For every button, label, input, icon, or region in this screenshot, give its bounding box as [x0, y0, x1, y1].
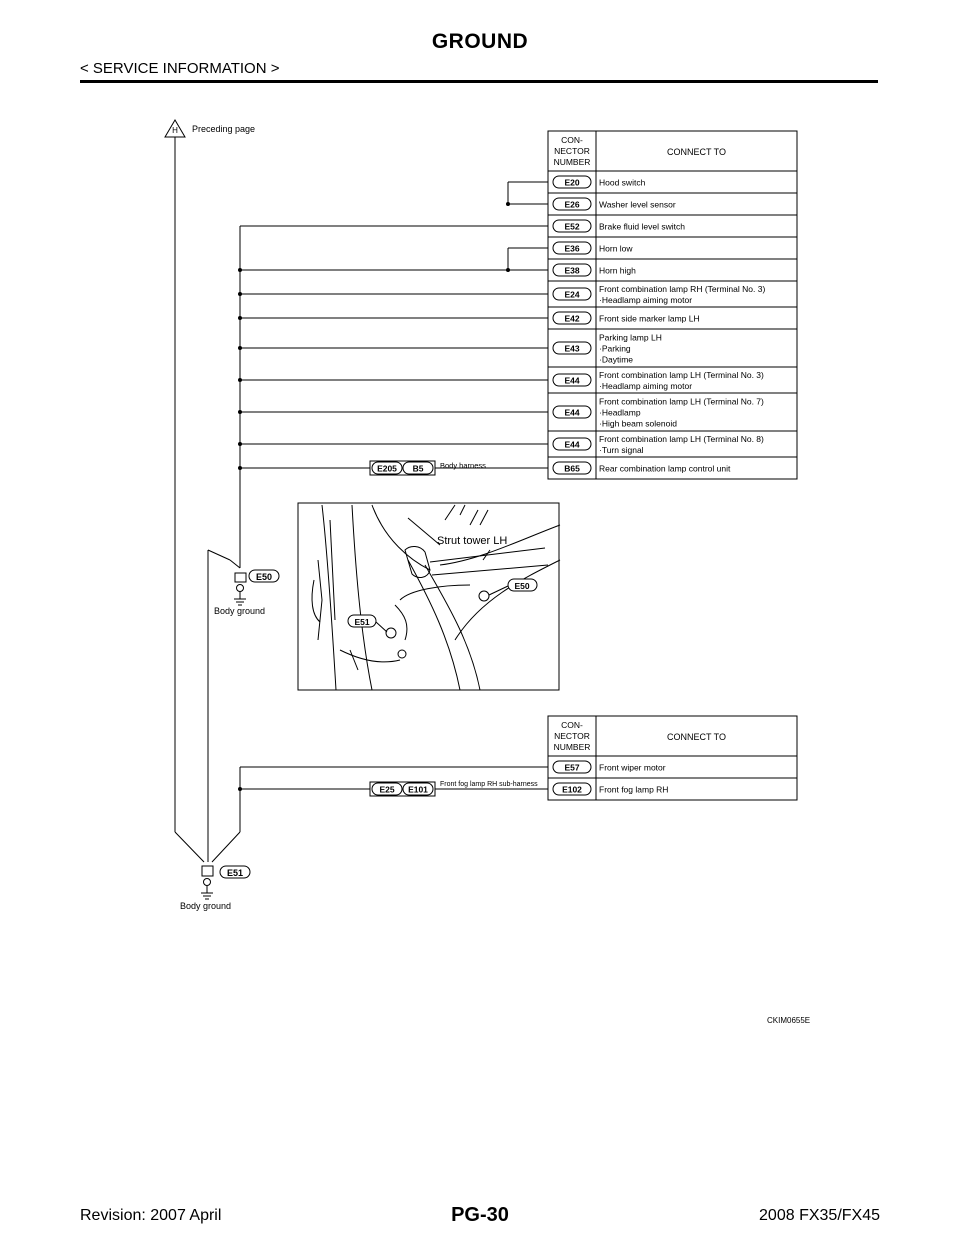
connect-to-text: Rear combination lamp control unit: [599, 463, 731, 474]
connector-e44: E44: [564, 407, 580, 418]
ground-bottom: [180, 866, 250, 911]
body-harness-connectors: [370, 461, 435, 475]
connect-to-text: ·High beam solenoid: [599, 418, 677, 429]
table-header-connect-to: CONNECT TO: [666, 732, 727, 742]
fog-harness-connectors: [370, 782, 435, 796]
body-harness-label: Body harness: [440, 461, 486, 470]
splice-dot: [238, 292, 242, 296]
connect-to-text: ·Headlamp: [599, 407, 641, 418]
table-header-connector: NECTOR: [554, 146, 590, 156]
splice-dot: [238, 787, 242, 791]
connect-to-text: ·Headlamp aiming motor: [599, 381, 693, 391]
connector-table-top: [548, 131, 797, 479]
connect-to-text: Front fog lamp RH: [599, 784, 669, 795]
connect-to-text: Hood switch: [599, 177, 646, 188]
table-header-connector: NUMBER: [553, 157, 591, 167]
splice-dot: [238, 410, 242, 414]
start-marker: [165, 120, 255, 137]
page-title: GROUND: [431, 30, 529, 53]
splice-dot: [506, 268, 510, 272]
table-header-connector: CON-: [561, 135, 583, 145]
ground-top: [214, 570, 279, 616]
harness-connector-e25: E25: [379, 784, 395, 795]
connector-e26: E26: [564, 199, 580, 210]
splice-dot: [238, 466, 242, 470]
photo-conn-e50: E50: [514, 581, 530, 591]
connector-e38: E38: [564, 265, 580, 276]
connect-to-text: ·Headlamp aiming motor: [599, 295, 693, 305]
harness-connector-b5: B5: [412, 463, 424, 474]
connector-e42: E42: [564, 313, 580, 324]
ground-top-connector: E50: [255, 572, 273, 582]
harness-connector-e205: E205: [377, 463, 397, 474]
photo-strut-label: Strut tower LH: [437, 535, 508, 547]
ground-top-label: Body ground: [214, 606, 266, 616]
connector-e20: E20: [564, 177, 580, 188]
connect-to-text: Parking lamp LH: [599, 332, 662, 343]
start-marker-letter: H: [172, 126, 178, 135]
start-marker-label: Preceding page: [192, 124, 256, 134]
connect-to-text: Front wiper motor: [599, 762, 666, 773]
splice-dot: [238, 316, 242, 320]
connect-to-text: Front combination lamp LH (Terminal No. 8): [599, 434, 764, 444]
ground-bottom-connector: E51: [226, 868, 244, 878]
connector-e52: E52: [564, 221, 580, 232]
wire-layer: [175, 137, 548, 862]
figure-id: CKIM0655E: [767, 1016, 811, 1025]
connect-to-text: Front side marker lamp LH: [599, 313, 700, 324]
connect-to-text: ·Turn signal: [599, 445, 644, 455]
connector-e43: E43: [564, 343, 580, 354]
connect-to-text: Washer level sensor: [599, 199, 676, 210]
footer-page-number: PG-30: [451, 1204, 509, 1226]
connector-table-bottom: [548, 716, 797, 800]
connect-to-text: Horn high: [599, 265, 636, 276]
connector-e24: E24: [564, 289, 580, 300]
ground-bottom-label: Body ground: [180, 901, 232, 911]
table-header-connector: NECTOR: [554, 731, 590, 741]
connector-b65: B65: [564, 463, 580, 474]
section-label: < SERVICE INFORMATION >: [80, 60, 280, 77]
location-photo: [298, 503, 560, 690]
connect-to-text: ·Daytime: [599, 354, 634, 365]
fog-harness-label: Front fog lamp RH sub-harness: [440, 781, 538, 788]
splice-dot: [506, 202, 510, 206]
connect-to-text: Front combination lamp RH (Terminal No. 3): [599, 284, 766, 294]
splice-dot: [238, 378, 242, 382]
connector-e36: E36: [564, 243, 580, 254]
connect-to-text: Brake fluid level switch: [599, 221, 685, 232]
connect-to-text: Horn low: [599, 243, 633, 254]
footer-revision: Revision: 2007 April: [80, 1207, 222, 1224]
connect-to-text: Front combination lamp LH (Terminal No. 3): [599, 370, 764, 380]
harness-connector-e101: E101: [408, 784, 428, 795]
photo-conn-e51: E51: [354, 617, 370, 627]
splice-dot: [238, 268, 242, 272]
splice-dot: [238, 346, 242, 350]
connector-e44: E44: [564, 439, 580, 450]
connect-to-text: ·Parking: [599, 343, 631, 354]
table-header-connector: NUMBER: [553, 742, 591, 752]
table-header-connect-to: CONNECT TO: [666, 147, 727, 157]
connector-e57: E57: [564, 762, 580, 773]
connect-to-text: Front combination lamp LH (Terminal No. 7): [599, 396, 764, 407]
connector-e102: E102: [562, 784, 582, 795]
connector-e44: E44: [564, 375, 580, 386]
table-header-connector: CON-: [561, 720, 583, 730]
footer-model: 2008 FX35/FX45: [759, 1207, 880, 1224]
splice-dot: [238, 442, 242, 446]
